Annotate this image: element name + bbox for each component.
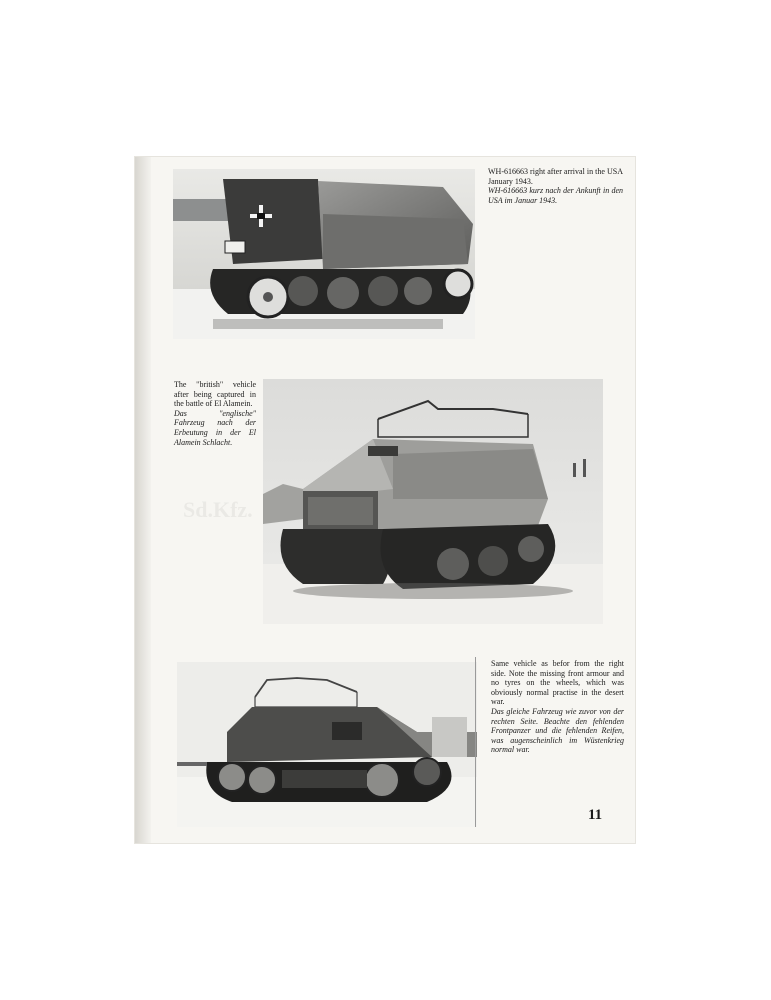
page-binding-shadow [135, 157, 151, 843]
caption-photo-1 [488, 167, 623, 205]
page-number: 11 [588, 807, 603, 823]
caption-photo-3-english: Same vehicle as befor from the right side. Note the missing front armour and no tyres on the wheels, which was obviously normal practise in the desert war. [491, 659, 624, 707]
photo-border-line [475, 657, 476, 827]
bleed-through-text: Sd.Kfz. [183, 497, 253, 522]
caption-photo-3-german: Das gleiche Fahrzeug wie zuvor von der rechten Seite. Beachte den fehlenden Frontpanzer und die fehlenden Reifen, was augenscheinlich im Wüstenkrieg normal war. [491, 706, 624, 755]
caption-photo-1-german: WH-616663 kurz nach der Ankunft in den USA im Januar 1943. [488, 186, 623, 205]
caption-photo-2-german: Das "englische" Fahrzeug nach der Erbeutung in der El Alamein Schlacht. [174, 408, 256, 447]
photo-captured-vehicle-el-alamein [263, 379, 603, 624]
caption-photo-2 [174, 380, 256, 447]
photo-halftrack-rear-usa [173, 169, 475, 339]
book-page [135, 157, 635, 843]
caption-photo-3 [491, 659, 624, 755]
photo-vehicle-right-side [177, 662, 477, 827]
caption-photo-2-english: The "british" vehicle after being captured in the battle of El Alamein. [174, 380, 256, 409]
caption-photo-1-english: WH-616663 right after arrival in the USA January 1943. [488, 167, 623, 186]
